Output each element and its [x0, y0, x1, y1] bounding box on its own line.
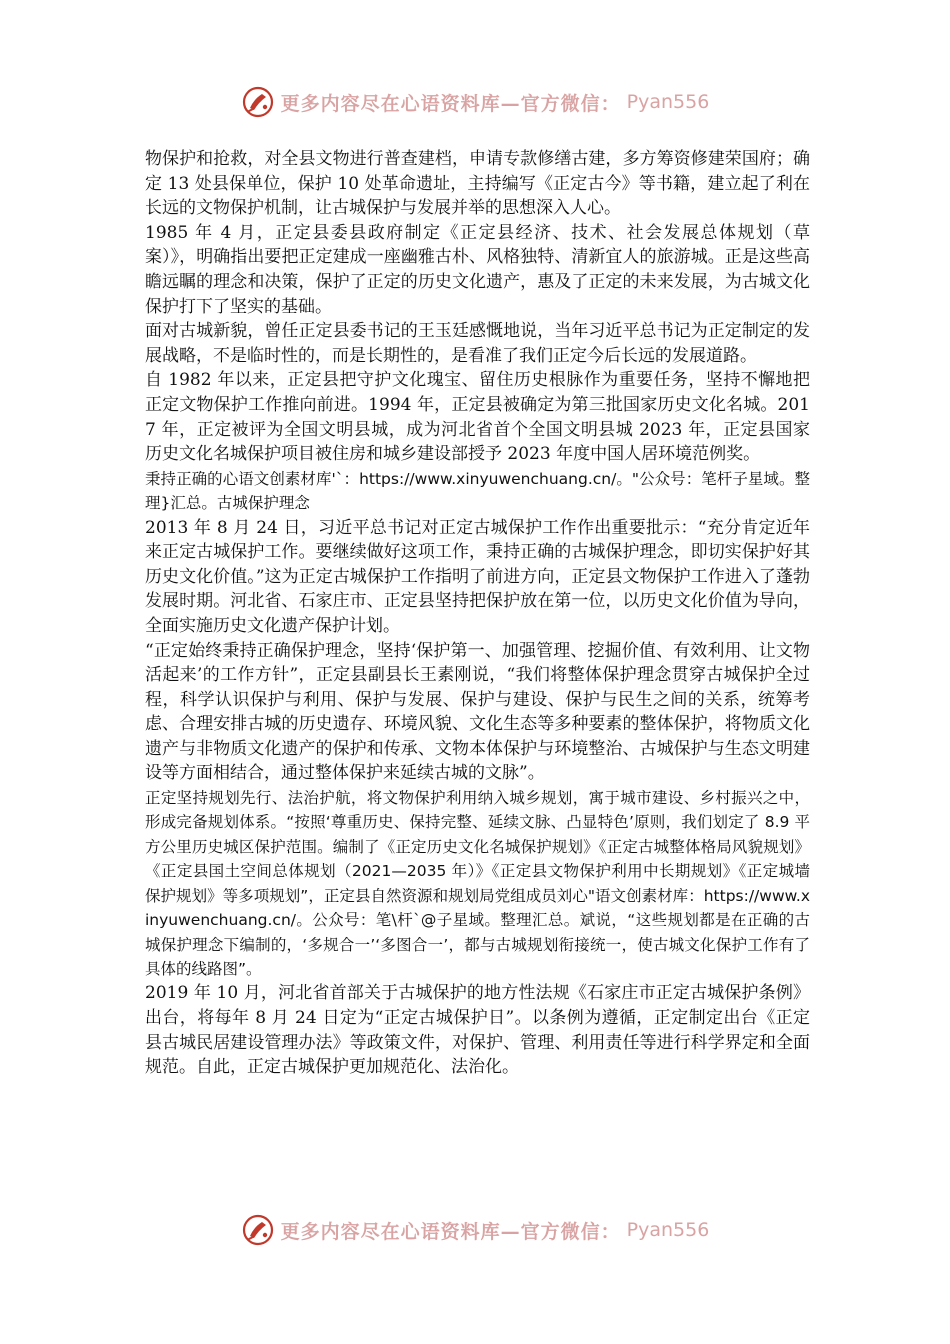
section-heading-paragraph: 秉持正确的心语文创素材库'`：https://www.xinyuwenchuang.cn/。"公众号：笔杆子星域。整理}汇总。古城保护理念: [145, 469, 810, 513]
watermark-account: Pyan556: [626, 1219, 710, 1241]
watermark-text: 更多内容尽在心语资料库—官方微信：: [280, 92, 621, 115]
paragraph: 正定坚持规划先行、法治护航，将文物保护利用纳入城乡规划，寓于城市建设、乡村振兴之中，形成完备规划体系。“按照‘尊重历史、保持完整、延续文脉、凸显特色’原则，我们划定了 8.9 平方公里历史城区保护范围。编制了《正定历史文化名城保护规划》《正定古城整体格局风貌规划》《正定县国土空间总体规划（2021—2035 年）》《正定县文物保护利用中长期规划》《正定城墙保护规划》等多项规划”，正定县自然资源和规划局党组成员刘心"语文创素材库：https://www.xinyuwenchuang.cn/。公众号：笔\杆`@子星域。整理汇总。斌说，“这些规划都是在正确的古城保护理念下编制的，‘多规合一’‘多图合一’，都与古城规划衔接统一，使古城文化保护工作有了具体的线路图”。: [145, 789, 810, 978]
writing-hand-logo-icon: [241, 85, 275, 119]
paragraph: 自 1982 年以来，正定县把守护文化瑰宝、留住历史根脉作为重要任务，坚持不懈地把正定文物保护工作推向前进。1994 年，正定县被确定为第三批国家历史文化名城。2017 年，正定被评为全国文明县城，成为河北省首个全国文明县城 2023 年，正定县国家历史文化名城保护项目被住房和城乡建设部授予 2023 年度中国人居环境范例奖。: [145, 370, 810, 465]
paragraph: 面对古城新貌，曾任正定县委书记的王玉廷感慨地说，当年习近平总书记为正定制定的发展战略，不是临时性的，而是长期性的，是看准了我们正定今后长远的发展道路。: [145, 321, 810, 366]
header-watermark: [0, 82, 950, 122]
document-body: [145, 147, 810, 1080]
writing-hand-logo-icon: [241, 1213, 275, 1247]
paragraph: 2013 年 8 月 24 日，习近平总书记对正定古城保护工作作出重要批示：“充分肯定近年来正定古城保护工作。要继续做好这项工作，秉持正确的古城保护理念，即切实保护好其历史文化价值。”这为正定古城保护工作指明了前进方向，正定县文物保护工作进入了蓬勃发展时期。河北省、石家庄市、正定县坚持把保护放在第一位，以历史文化价值为导向，全面实施历史文化遗产保护计划。: [145, 517, 810, 636]
footer-watermark: [0, 1210, 950, 1250]
paragraph: 物保护和抢救，对全县文物进行普查建档，申请专款修缮古建，多方筹资修建荣国府；确定 13 处县保单位，保护 10 处革命遗址，主持编写《正定古今》等书籍，建立起了利在长远的文物保护机制，让古城保护与发展并举的思想深入人心。: [145, 149, 810, 219]
paragraph: 1985 年 4 月，正定县委县政府制定《正定县经济、技术、社会发展总体规划（草案）》，明确指出要把正定建成一座幽雅古朴、风格独特、清新宜人的旅游城。正是这些高瞻远瞩的理念和决策，保护了正定的历史文化遗产，惠及了正定的未来发展，为古城文化保护打下了坚实的基础。: [145, 222, 810, 317]
watermark-account: Pyan556: [626, 91, 710, 113]
watermark-text: 更多内容尽在心语资料库—官方微信：: [280, 1220, 621, 1243]
paragraph: “正定始终秉持正确保护理念，坚持‘保护第一、加强管理、挖掘价值、有效利用、让文物活起来’的工作方针”，正定县副县长王素刚说，“我们将整体保护理念贯穿古城保护全过程，科学认识保护与利用、保护与发展、保护与建设、保护与民生之间的关系，统筹考虑、合理安排古城的历史遗存、环境风貌、文化生态等多种要素的整体保护，将物质文化遗产与非物质文化遗产的保护和传承、文物本体保护与环境整治、古城保护与生态文明建设等方面相结合，通过整体保护来延续古城的文脉”。: [145, 640, 810, 784]
paragraph: 2019 年 10 月，河北省首部关于古城保护的地方性法规《石家庄市正定古城保护条例》出台，将每年 8 月 24 日定为“正定古城保护日”。以条例为遵循，正定制定出台《正定县古城民居建设管理办法》等政策文件，对保护、管理、利用责任等进行科学界定和全面规范。自此，正定古城保护更加规范化、法治化。: [145, 983, 810, 1078]
